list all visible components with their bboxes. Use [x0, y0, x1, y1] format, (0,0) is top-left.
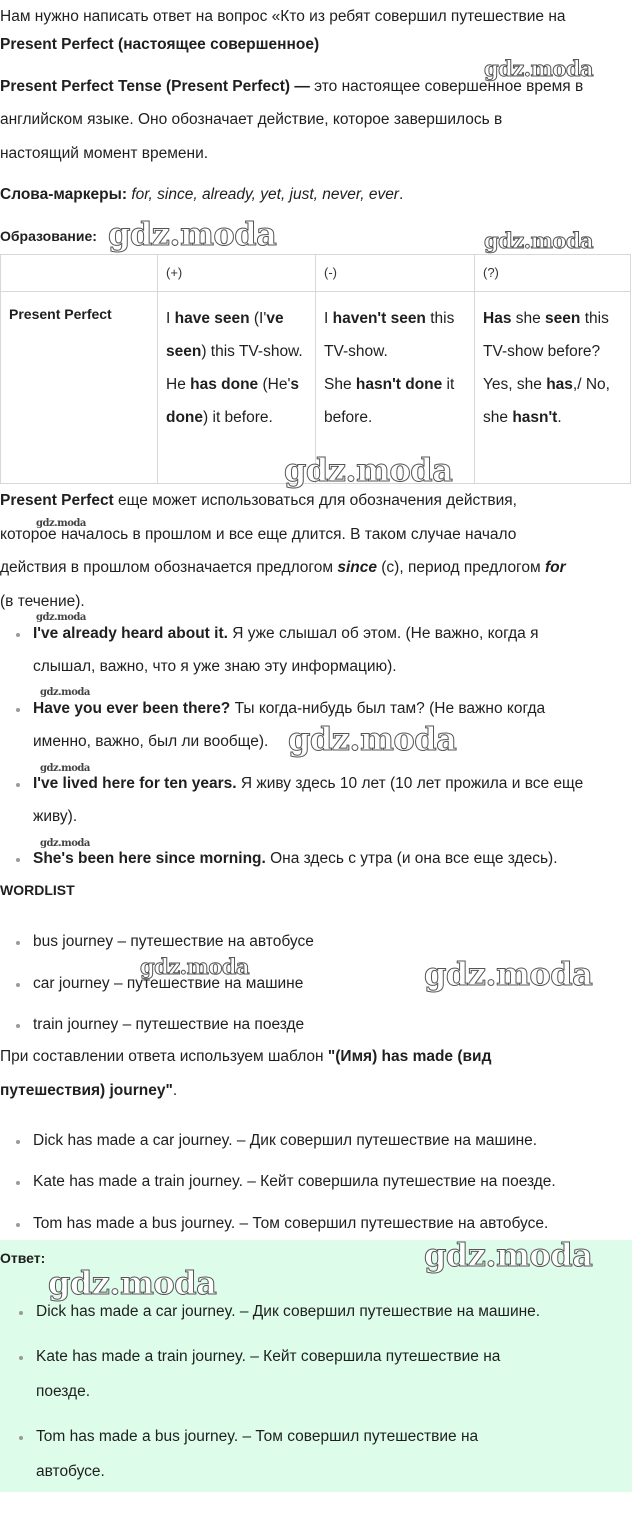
definition-line-2: английском языке. Оно обозначает действие, которое завершилось в — [0, 111, 503, 128]
usage-line-2: которое началось в прошлом и все еще длится. В таком случае начало — [0, 526, 517, 543]
example-item-cont: именно, важно, был ли вообще). — [33, 733, 269, 750]
table-header-cell — [1, 255, 158, 292]
markers-line: Слова-маркеры: for, since, already, yet, just, never, ever. — [0, 186, 404, 203]
watermark: gdz.moda — [140, 954, 250, 979]
watermark: gdz.moda — [288, 720, 457, 758]
table-header-cell: (-) — [316, 255, 475, 292]
example-item-cont: живу). — [33, 808, 78, 825]
intro-line-1: Нам нужно написать ответ на вопрос «Кто из ребят совершил путешествие на — [0, 8, 566, 25]
watermark: gdz.moda — [284, 451, 453, 489]
example-item-cont: слышал, важно, что я уже знаю эту информацию). — [33, 658, 397, 675]
example-item: Have you ever been there? Ты когда-нибудь был там? (Не важно когда — [33, 692, 545, 726]
formation-table — [0, 254, 631, 484]
cell-sentence: I haven't seen this TV-show. — [324, 310, 455, 360]
cell-sentence: Yes, she has,/ No, she hasn't. — [483, 376, 610, 426]
cell-sentence: He has done (He's done) it before. — [166, 376, 300, 426]
definition-line-1: Present Perfect Tense (Present Perfect) — это настоящее совершенное время в — [0, 78, 584, 95]
answer-item: Tom has made a bus journey. – Том совершил путешествие на — [36, 1420, 478, 1454]
definition-line-3: настоящий момент времени. — [0, 145, 209, 162]
wordlist-item: bus journey – путешествие на автобусе — [33, 925, 314, 959]
answer-item: Dick has made a car journey. – Дик совершил путешествие на машине. — [36, 1295, 540, 1329]
usage-line-3: действия в прошлом обозначается предлогом since (с), период предлогом for — [0, 559, 566, 576]
watermark: gdz.moda — [484, 56, 594, 81]
example-item: I've already heard about it. Я уже слышал об этом. (Не важно, когда я — [33, 617, 539, 651]
table-header-cell: (+) — [158, 255, 316, 292]
cell-sentence: Has she seen this TV-show before? — [483, 310, 609, 360]
cell-sentence: I have seen (I've seen) this TV-show. — [166, 310, 303, 360]
watermark: gdz.moda — [484, 228, 594, 253]
table-cell-question — [475, 292, 631, 484]
watermark: gdz.moda — [424, 955, 593, 993]
template-line-2: путешествия) journey". — [0, 1082, 178, 1099]
template-line-1: При составлении ответа используем шаблон "(Имя) has made (вид — [0, 1048, 492, 1065]
watermark: gdz.moda — [48, 1264, 217, 1302]
formation-label: Образование: — [0, 228, 97, 244]
answer-item-cont: автобусе. — [36, 1463, 105, 1480]
watermark: gdz.moda — [40, 838, 90, 849]
example-item: She's been here since morning. Она здесь с утра (и она все еще здесь). — [33, 842, 558, 876]
usage-line-4: (в течение). — [0, 593, 85, 610]
table-header-row — [1, 255, 631, 292]
watermark: gdz.moda — [424, 1236, 593, 1274]
answer-item: Kate has made a train journey. – Кейт совершила путешествие на — [36, 1340, 500, 1374]
sentence-item: Tom has made a bus journey. – Том совершил путешествие на автобусе. — [33, 1207, 548, 1241]
watermark: gdz.moda — [40, 763, 90, 774]
intro-line-2: Present Perfect (настоящее совершенное) — [0, 36, 320, 53]
wordlist-item: train journey – путешествие на поезде — [33, 1008, 304, 1042]
table-row-label: Present Perfect — [1, 292, 158, 484]
sentence-item: Dick has made a car journey. – Дик совершил путешествие на машине. — [33, 1124, 537, 1158]
cell-sentence: She hasn't done it before. — [324, 376, 455, 426]
watermark: gdz.moda — [108, 215, 277, 253]
watermark: gdz.moda — [36, 518, 86, 529]
watermark: gdz.moda — [36, 612, 86, 623]
watermark: gdz.moda — [40, 687, 90, 698]
usage-line-1: Present Perfect еще может использоваться для обозначения действия, — [0, 492, 517, 509]
table-header-cell: (?) — [475, 255, 631, 292]
answer-label: Ответ: — [0, 1250, 46, 1266]
sentence-item: Kate has made a train journey. – Кейт совершила путешествие на поезде. — [33, 1165, 556, 1199]
answer-item-cont: поезде. — [36, 1383, 91, 1400]
wordlist-title: WORDLIST — [0, 882, 75, 898]
example-item: I've lived here for ten years. Я живу здесь 10 лет (10 лет прожила и все еще — [33, 767, 583, 801]
wordlist-item: car journey – путешествие на машине — [33, 967, 303, 1001]
